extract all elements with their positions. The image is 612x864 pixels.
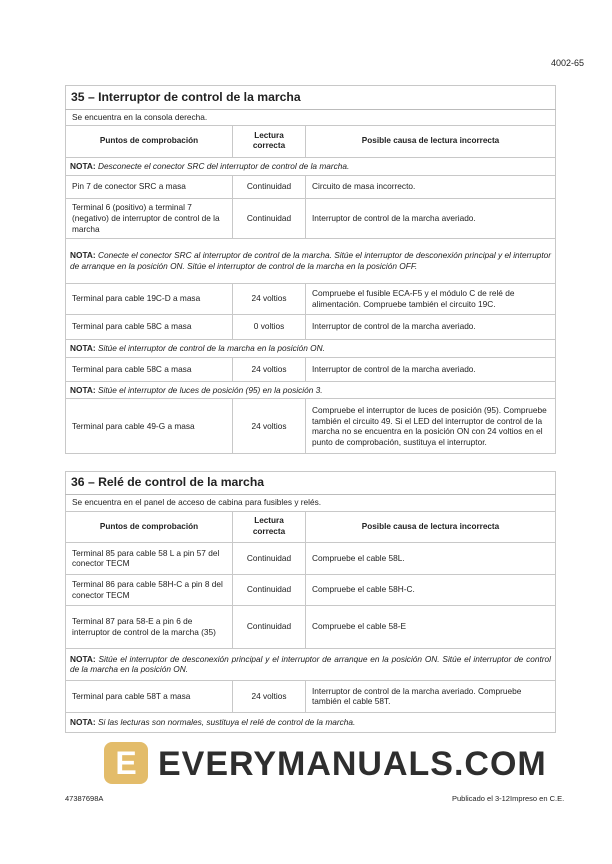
section-title-row — [66, 472, 556, 495]
column-header-row — [66, 511, 556, 542]
checkpoint-cell: Terminal 6 (positivo) a terminal 7 (negativo) de interruptor de control de la marcha — [66, 198, 233, 238]
reading-cell: Continuidad — [233, 574, 306, 605]
cause-cell: Compruebe el cable 58H-C. — [306, 574, 556, 605]
checkpoint-cell: Terminal 86 para cable 58H-C a pin 8 del conector TECM — [66, 574, 233, 605]
note-row — [66, 157, 556, 175]
reading-cell: 24 voltios — [233, 399, 306, 454]
note-label: NOTA: — [70, 653, 96, 664]
table-row — [66, 198, 556, 238]
note-label: NOTA: — [70, 160, 96, 171]
cause-cell: Circuito de masa incorrecto. — [306, 175, 556, 198]
note-row — [66, 339, 556, 357]
note-cell — [66, 381, 556, 399]
table-row — [66, 542, 556, 574]
location-text: Se encuentra en la consola derecha. — [66, 110, 556, 126]
checkpoint-cell: Terminal 87 para 58-E a pin 6 de interruptor de control de la marcha (35) — [66, 605, 233, 648]
note-cell — [66, 712, 556, 732]
footer-doc-id: 47387698A — [65, 794, 104, 803]
note-label: NOTA: — [70, 716, 96, 727]
note-cell — [66, 238, 556, 283]
page-number: 4002-65 — [550, 58, 584, 68]
cause-cell: Interruptor de control de la marcha averiado. — [306, 357, 556, 381]
note-text: Desconecte el conector SRC del interruptor de control de la marcha. — [97, 160, 350, 171]
col-cause-header: Posible causa de lectura incorrecta — [306, 125, 556, 157]
watermark-logo-icon: E — [104, 742, 148, 784]
col-reading-header: Lectura correcta — [233, 125, 306, 157]
column-header-row — [66, 125, 556, 157]
checkpoint-cell: Terminal 85 para cable 58 L a pin 57 del conector TECM — [66, 542, 233, 574]
location-text: Se encuentra en el panel de acceso de cabina para fusibles y relés. — [66, 494, 556, 511]
note-text: Sitúe el interruptor de luces de posición (95) en la posición 3. — [97, 384, 323, 395]
note-cell — [66, 648, 556, 680]
cause-cell: Compruebe el fusible ECA-F5 y el módulo C de relé de alimentación. Compruebe también el circuito 19C. — [306, 283, 556, 314]
reading-cell: 24 voltios — [233, 680, 306, 712]
cause-cell: Interruptor de control de la marcha averiado. — [306, 314, 556, 339]
table-row — [66, 175, 556, 198]
reading-cell: Continuidad — [233, 198, 306, 238]
note-text: Sitúe el interruptor de control de la marcha en la posición ON. — [97, 342, 325, 353]
checkpoint-cell: Pin 7 de conector SRC a masa — [66, 175, 233, 198]
location-row — [66, 494, 556, 511]
section-35-table — [65, 85, 556, 454]
checkpoint-cell: Terminal para cable 58T a masa — [66, 680, 233, 712]
cause-cell: Compruebe el cable 58-E — [306, 605, 556, 648]
location-row — [66, 110, 556, 126]
note-label: NOTA: — [70, 250, 96, 260]
table-row — [66, 399, 556, 454]
checkpoint-cell: Terminal para cable 58C a masa — [66, 314, 233, 339]
section-36-table — [65, 471, 556, 733]
section-title-row — [66, 86, 556, 110]
col-checkpoint-header: Puntos de comprobación — [66, 511, 233, 542]
reading-cell: 24 voltios — [233, 283, 306, 314]
note-text: Sitúe el interruptor de desconexión principal y el interruptor de arranque en la posición ON. Sitúe el interruptor de control de la marcha en la posición ON. — [70, 653, 552, 675]
cause-cell: Interruptor de control de la marcha averiado. Compruebe también el cable 58T. — [306, 680, 556, 712]
note-row — [66, 648, 556, 680]
table-row — [66, 314, 556, 339]
table-row — [66, 605, 556, 648]
table-row — [66, 357, 556, 381]
reading-cell: 24 voltios — [233, 357, 306, 381]
note-text: Conecte el conector SRC al interruptor de control de la marcha. Sitúe el interruptor de desconexión principal y el interruptor de arranque en la posición ON. Sitúe el interruptor de control de la marcha en la posición OFF. — [70, 250, 552, 271]
note-label: NOTA: — [70, 384, 96, 395]
col-checkpoint-header: Puntos de comprobación — [66, 125, 233, 157]
watermark: EVERYMANUALS.COM — [158, 745, 547, 783]
note-row — [66, 238, 556, 283]
note-cell — [66, 157, 556, 175]
reading-cell: 0 voltios — [233, 314, 306, 339]
table-row — [66, 574, 556, 605]
section-title: 35 – Interruptor de control de la marcha — [66, 86, 556, 110]
reading-cell: Continuidad — [233, 175, 306, 198]
note-text: Si las lecturas son normales, sustituya el relé de control de la marcha. — [97, 716, 356, 727]
note-label: NOTA: — [70, 342, 96, 353]
footer-published: Publicado el 3-12 — [452, 794, 510, 803]
col-cause-header: Posible causa de lectura incorrecta — [306, 511, 556, 542]
checkpoint-cell: Terminal para cable 49-G a masa — [66, 399, 233, 454]
section-title: 36 – Relé de control de la marcha — [66, 472, 556, 495]
footer-printed: Impreso en C.E. — [510, 794, 565, 803]
note-row — [66, 381, 556, 399]
reading-cell: Continuidad — [233, 605, 306, 648]
reading-cell: Continuidad — [233, 542, 306, 574]
checkpoint-cell: Terminal para cable 58C a masa — [66, 357, 233, 381]
note-cell — [66, 339, 556, 357]
checkpoint-cell: Terminal para cable 19C-D a masa — [66, 283, 233, 314]
cause-cell: Compruebe el cable 58L. — [306, 542, 556, 574]
cause-cell: Compruebe el interruptor de luces de posición (95). Compruebe también el circuito 49. Si el LED del interruptor de control de la marcha no se encuentra en la posición ON con 24 voltios en el punto de comprobación, sustituya el interruptor. — [306, 399, 556, 454]
table-row — [66, 283, 556, 314]
note-row — [66, 712, 556, 732]
col-reading-header: Lectura correcta — [233, 511, 306, 542]
table-row — [66, 680, 556, 712]
cause-cell: Interruptor de control de la marcha averiado. — [306, 198, 556, 238]
